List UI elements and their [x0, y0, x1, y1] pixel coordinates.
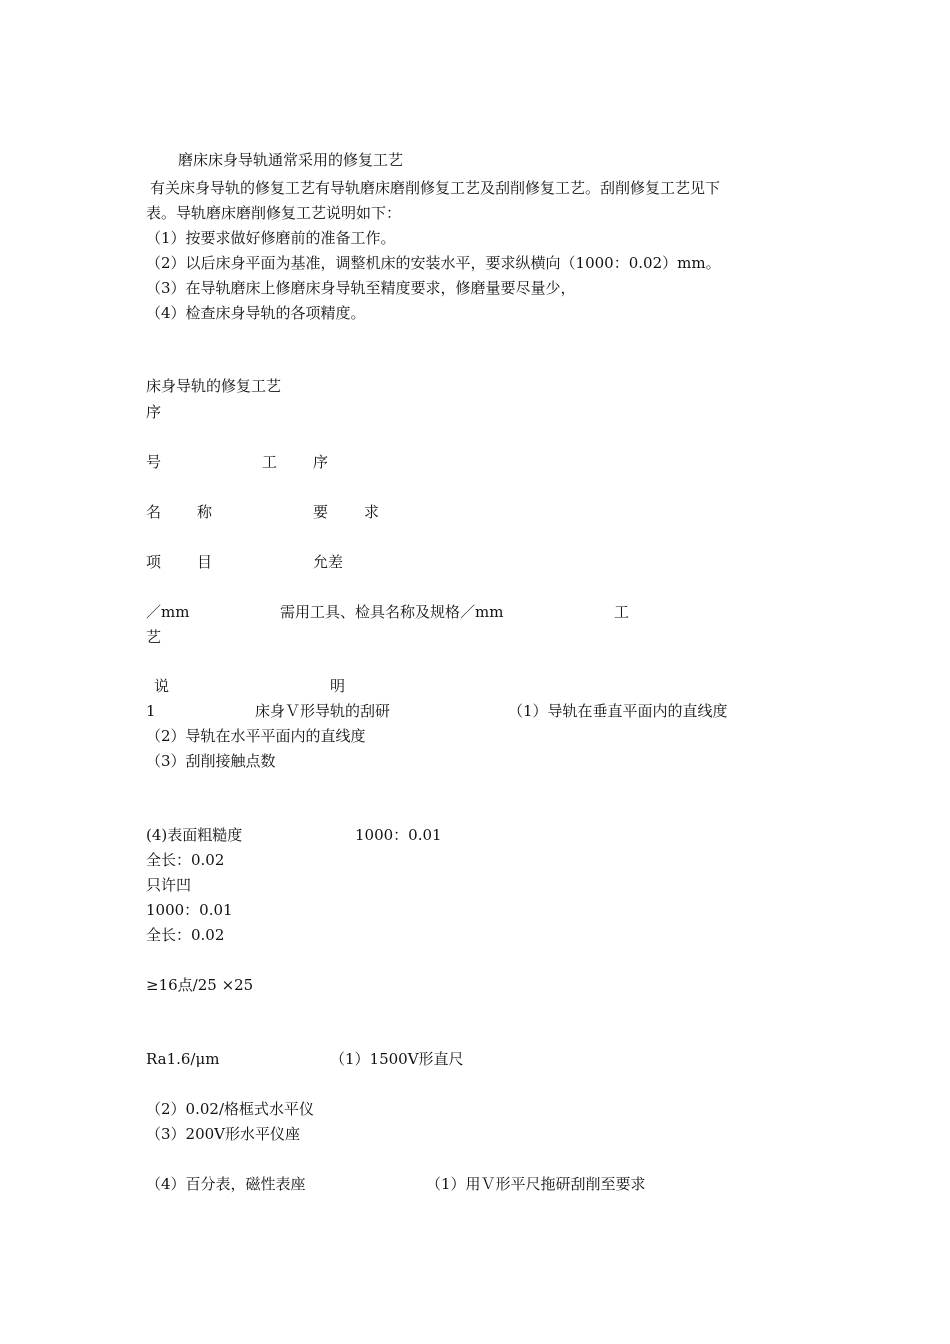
- tol-4: Ra1.6/μm: [146, 1050, 220, 1068]
- req-3: （3）刮削接触点数: [146, 752, 276, 770]
- tool-1: （1）1500V形直尺: [330, 1050, 464, 1068]
- req-4: (4)表面粗糙度: [146, 826, 243, 844]
- tol-3: ≥16点/25 ×25: [146, 976, 254, 994]
- tol-2c: 全长：0.02: [146, 926, 225, 944]
- header-hao: 号: [146, 453, 162, 471]
- header-gong: 工: [262, 453, 278, 471]
- header-ming2: 明: [330, 677, 346, 695]
- header-yuncha: 允差: [313, 553, 344, 571]
- doc-title: 磨床床身导轨通常采用的修复工艺: [178, 151, 404, 169]
- table-title: 床身导轨的修复工艺: [146, 377, 282, 395]
- tol-2b: 1000：0.01: [146, 901, 233, 919]
- header-cheng: 称: [197, 503, 213, 521]
- header-xu: 序: [146, 403, 162, 421]
- row-number: 1: [146, 702, 156, 720]
- header-gong2: 工: [614, 603, 630, 621]
- req-2: （2）导轨在水平平面内的直线度: [146, 727, 366, 745]
- header-shuo: 说: [154, 677, 170, 695]
- header-yi: 艺: [146, 628, 162, 646]
- req-1: （1）导轨在垂直平面内的直线度: [508, 702, 728, 720]
- step-4: （4）检查床身导轨的各项精度。: [146, 304, 366, 322]
- step-3: （3）在导轨磨床上修磨床身导轨至精度要求，修磨量要尽量少，: [146, 279, 576, 297]
- row-name: 床身Ｖ形导轨的刮研: [255, 702, 391, 720]
- header-mu: 目: [197, 553, 213, 571]
- tol-1a: 1000：0.01: [355, 826, 442, 844]
- intro-line-1: 有关床身导轨的修复工艺有导轨磨床磨削修复工艺及刮削修复工艺。刮削修复工艺见下: [150, 179, 721, 197]
- step-2: （2）以后床身平面为基准，调整机床的安装水平，要求纵横向（1000：0.02）mm。: [146, 254, 721, 272]
- header-ming: 名: [146, 503, 162, 521]
- tool-4: （4）百分表，磁性表座: [146, 1175, 306, 1193]
- intro-line-2: 表。导轨磨床磨削修复工艺说明如下：: [146, 204, 402, 222]
- header-qiu: 求: [364, 503, 380, 521]
- step-1: （1）按要求做好修磨前的准备工作。: [146, 229, 396, 247]
- tool-2: （2）0.02/格框式水平仪: [146, 1100, 314, 1118]
- tol-1b: 全长：0.02: [146, 851, 225, 869]
- tol-2a: 只许凹: [146, 876, 192, 894]
- header-yao: 要: [313, 503, 329, 521]
- header-xu2: 序: [313, 453, 329, 471]
- header-tools: 需用工具、检具名称及规格／mm: [280, 603, 504, 621]
- tool-3: （3）200V形水平仪座: [146, 1125, 301, 1143]
- header-unit-mm: ／mm: [146, 603, 190, 621]
- header-xiang: 项: [146, 553, 162, 571]
- process-1: （1）用Ｖ形平尺拖研刮削至要求: [426, 1175, 646, 1193]
